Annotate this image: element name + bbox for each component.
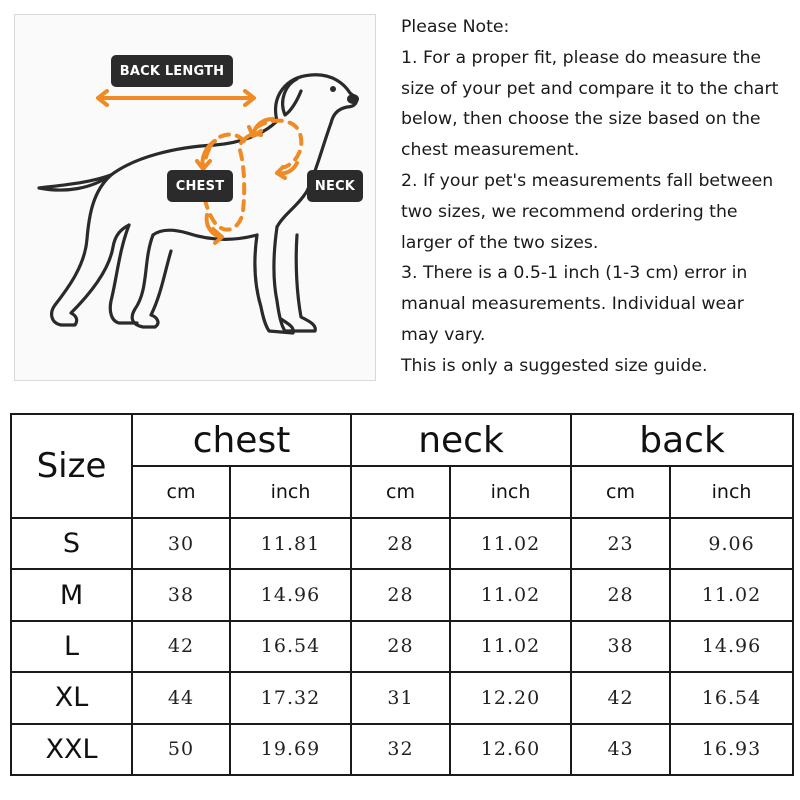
chest-column-header: chest [132,414,351,466]
note-line: below, then choose the size based on the [401,109,761,130]
size-chart-table [10,413,794,776]
value-cell: 11.02 [670,569,793,620]
value-cell: 14.96 [670,621,793,672]
value-cell: 16.93 [670,724,793,775]
value-cell: 12.20 [450,672,571,723]
size-cell: XL [11,672,132,723]
neck-loop-icon [257,121,301,167]
table-row [11,518,793,569]
measurement-diagram [14,14,376,381]
value-cell: 28 [351,621,450,672]
value-cell: 38 [132,569,230,620]
note-line: chest measurement. [401,140,580,161]
unit-header: cm [132,466,230,518]
size-cell: L [11,621,132,672]
neck-label: NECK [307,170,363,202]
note-line: may vary. [401,324,486,345]
table-row [11,724,793,775]
note-line: 2. If your pet's measurements fall between [401,170,774,191]
dog-eye-icon [330,86,336,92]
value-cell: 9.06 [670,518,793,569]
unit-header: inch [450,466,571,518]
back-column-header: back [571,414,793,466]
size-column-header: Size [11,414,132,518]
size-cell: S [11,518,132,569]
unit-header: inch [230,466,351,518]
note-line: 3. There is a 0.5-1 inch (1-3 cm) error in [401,263,748,284]
value-cell: 38 [571,621,670,672]
unit-header: cm [571,466,670,518]
table-row [11,672,793,723]
value-cell: 23 [571,518,670,569]
value-cell: 30 [132,518,230,569]
value-cell: 43 [571,724,670,775]
value-cell: 12.60 [450,724,571,775]
value-cell: 11.02 [450,621,571,672]
value-cell: 11.02 [450,518,571,569]
note-line: This is only a suggested size guide. [401,355,708,376]
value-cell: 28 [351,569,450,620]
value-cell: 50 [132,724,230,775]
chest-label: CHEST [167,170,233,202]
table-row [11,621,793,672]
note-line: larger of the two sizes. [401,232,599,253]
value-cell: 17.32 [230,672,351,723]
neck-column-header: neck [351,414,571,466]
size-cell: XXL [11,724,132,775]
value-cell: 31 [351,672,450,723]
notes-section [401,12,797,382]
notes-heading: Please Note: [401,17,510,37]
back-length-label: BACK LENGTH [111,55,233,87]
dog-nose-icon [347,94,359,104]
value-cell: 16.54 [230,621,351,672]
value-cell: 42 [571,672,670,723]
size-cell: M [11,569,132,620]
note-line: size of your pet and compare it to the chart [401,78,779,99]
unit-header: inch [670,466,793,518]
value-cell: 32 [351,724,450,775]
value-cell: 19.69 [230,724,351,775]
table-header-row [11,414,793,466]
value-cell: 11.81 [230,518,351,569]
value-cell: 16.54 [670,672,793,723]
value-cell: 11.02 [450,569,571,620]
value-cell: 14.96 [230,569,351,620]
value-cell: 28 [571,569,670,620]
value-cell: 44 [132,672,230,723]
value-cell: 42 [132,621,230,672]
note-line: manual measurements. Individual wear [401,294,744,315]
note-line: two sizes, we recommend ordering the [401,201,738,222]
value-cell: 28 [351,518,450,569]
table-row [11,569,793,620]
note-line: 1. For a proper fit, please do measure the [401,47,762,68]
unit-header: cm [351,466,450,518]
